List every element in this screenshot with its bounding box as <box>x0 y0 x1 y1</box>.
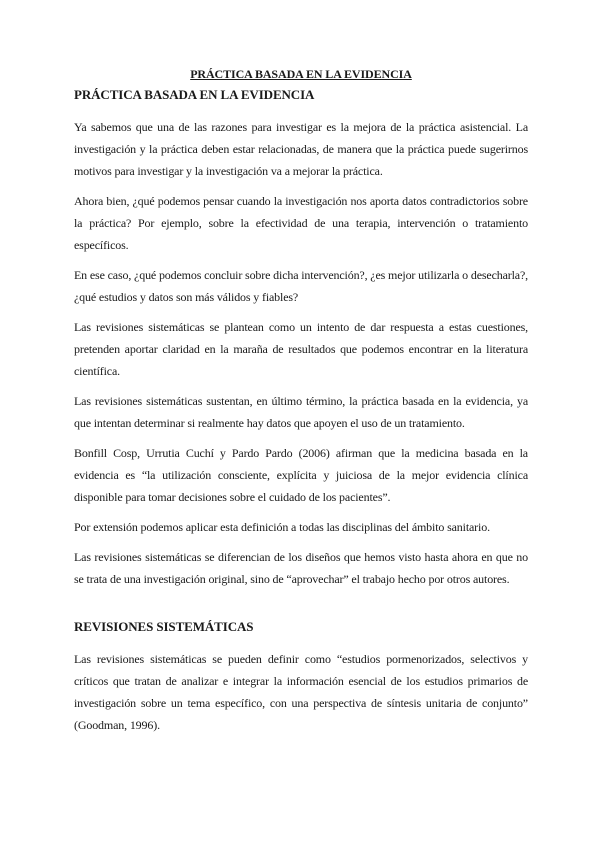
paragraph-4: Las revisiones sistemáticas se plantean como un intento de dar respuesta a estas cuestiones, pretenden aportar claridad en la maraña de resultados que podemos encontrar en la literatura científica. <box>74 320 528 378</box>
paragraph-3: En ese caso, ¿qué podemos concluir sobre dicha intervención?, ¿es mejor utilizarla o desecharla?, ¿qué estudios y datos son más válidos y fiables? <box>74 268 528 304</box>
paragraph-9: Las revisiones sistemáticas se pueden definir como “estudios pormenorizados, selectivos y críticos que tratan de analizar e integrar la información esencial de los estudios primarios de investigación sobre un tema específico, con una perspectiva de síntesis unitaria de conjunto” (Goodman, 1996). <box>74 652 528 732</box>
section-heading-revisiones: REVISIONES SISTEMÁTICAS <box>74 619 254 634</box>
section-heading-practica: PRÁCTICA BASADA EN LA EVIDENCIA <box>74 87 315 102</box>
document-page <box>74 66 528 744</box>
document-title: PRÁCTICA BASADA EN LA EVIDENCIA <box>190 67 412 81</box>
paragraph-2: Ahora bien, ¿qué podemos pensar cuando la investigación nos aporta datos contradictorios sobre la práctica? Por ejemplo, sobre la efectividad de una terapia, intervención o tratamiento específicos. <box>74 194 528 252</box>
paragraph-7: Por extensión podemos aplicar esta definición a todas las disciplinas del ámbito sanitario. <box>74 520 490 534</box>
paragraph-6: Bonfill Cosp, Urrutia Cuchí y Pardo Pardo (2006) afirman que la medicina basada en la evidencia es “la utilización consciente, explícita y juiciosa de la mejor evidencia clínica disponible para tomar decisiones sobre el cuidado de los pacientes”. <box>74 446 528 504</box>
paragraph-5: Las revisiones sistemáticas sustentan, en último término, la práctica basada en la evidencia, ya que intentan determinar si realmente hay datos que apoyen el uso de un tratamiento. <box>74 394 528 430</box>
paragraph-1: Ya sabemos que una de las razones para investigar es la mejora de la práctica asistencial. La investigación y la práctica deben estar relacionadas, de manera que la práctica puede sugerirnos motivos para investigar y la investigación va a mejorar la práctica. <box>74 120 528 178</box>
paragraph-8: Las revisiones sistemáticas se diferencian de los diseños que hemos visto hasta ahora en que no se trata de una investigación original, sino de “aprovechar” el trabajo hecho por otros autores. <box>74 550 528 586</box>
